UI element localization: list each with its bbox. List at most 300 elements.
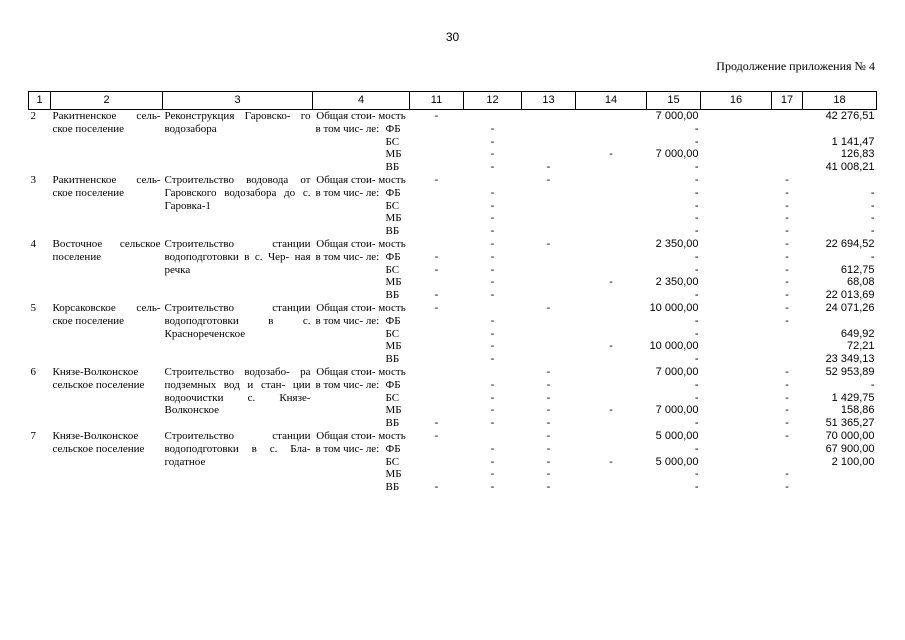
budget-value: -: [785, 186, 789, 199]
budget-value: -: [785, 289, 789, 302]
funding-source: ФБ: [385, 442, 401, 455]
total-value: 41 008,21: [825, 161, 875, 174]
budget-value: -: [609, 148, 613, 161]
budget-value: [772, 340, 803, 353]
budget-value: -: [490, 404, 495, 417]
continuation-title: Продолжение приложения № 4: [716, 59, 875, 73]
empty-cell: [313, 353, 410, 366]
budget-value: 10 000,00: [649, 340, 699, 353]
empty-cell: [313, 340, 410, 353]
total-value: 24 071,26: [825, 301, 875, 314]
budget-value: -: [785, 481, 789, 494]
budget-value: -: [785, 417, 789, 430]
budget-value: -: [609, 455, 613, 468]
budget-value: -: [490, 135, 495, 148]
budget-value: [410, 238, 464, 251]
budget-value: -: [785, 468, 789, 481]
budget-value: -: [785, 263, 789, 276]
settlement-name: Ракитненское сель- ское поселение: [52, 173, 161, 199]
budget-value: -: [694, 378, 699, 391]
budget-value: 7 000,00: [655, 148, 699, 161]
budget-value: -: [694, 186, 699, 199]
funding-source: ВБ: [385, 161, 400, 174]
budget-value: -: [546, 365, 551, 378]
budget-value: [701, 174, 772, 187]
budget-value: -: [694, 225, 699, 238]
total-value: 2 100,00: [831, 455, 875, 468]
row-number: 5: [30, 301, 36, 314]
funding-source: МБ: [385, 404, 402, 417]
total-value: 1 141,47: [831, 135, 875, 148]
budget-value: [410, 161, 464, 174]
budget-value: -: [785, 391, 789, 404]
column-header: 1: [29, 92, 51, 110]
funding-source: ФБ: [385, 314, 401, 327]
budget-value: [701, 417, 772, 430]
row-number: 7: [30, 429, 36, 442]
total-value: [803, 174, 877, 187]
funding-source: МБ: [385, 212, 402, 225]
column-header: 2: [51, 92, 163, 110]
budget-value: -: [490, 378, 495, 391]
funding-source: МБ: [385, 276, 402, 289]
total-value: -: [870, 212, 875, 225]
project-description: Строительство водовода от Гаровского водозабора до с. Гаровка-1: [164, 173, 311, 212]
budget-value: [701, 404, 772, 417]
total-value: 68,08: [846, 276, 875, 289]
budget-value: [576, 443, 647, 456]
budget-value: [410, 328, 464, 341]
budget-value: [701, 225, 772, 238]
table-row: [29, 302, 877, 315]
budget-value: [410, 456, 464, 469]
row-number: 2: [30, 110, 36, 122]
empty-cell: [313, 161, 410, 174]
budget-value: [576, 328, 647, 341]
budget-value: [522, 289, 576, 302]
budget-value: -: [490, 212, 495, 225]
budget-value: [772, 328, 803, 341]
total-cost-label: Общая стои- мость: [316, 301, 406, 314]
budget-value: [576, 238, 647, 251]
column-header: 13: [522, 92, 576, 110]
column-header: 12: [464, 92, 522, 110]
empty-cell: [313, 225, 410, 238]
budget-value: -: [785, 429, 789, 442]
funding-source: МБ: [385, 148, 402, 161]
including-label: в том чис- ле: ФБ: [313, 123, 410, 136]
total-value: 158,86: [840, 404, 875, 417]
budget-value: [576, 417, 647, 430]
budget-value: [576, 468, 647, 481]
budget-value: -: [694, 212, 699, 225]
funding-source: ВБ: [385, 417, 400, 430]
budget-value: [576, 212, 647, 225]
table-row: [29, 110, 877, 123]
funding-source: БС: [385, 327, 400, 340]
total-value: 52 953,89: [825, 365, 875, 378]
budget-value: -: [490, 199, 495, 212]
funding-source: ВБ: [385, 481, 400, 494]
empty-cell: [313, 404, 410, 417]
column-header: 15: [647, 92, 701, 110]
empty-cell: [313, 481, 410, 494]
budget-value: [701, 136, 772, 149]
empty-cell: [313, 392, 410, 405]
row-number: 4: [30, 237, 36, 250]
row-number: 6: [30, 365, 36, 378]
budget-value: [522, 110, 576, 123]
budget-value: -: [490, 276, 495, 289]
budget-value: -: [785, 199, 789, 212]
budget-value: [522, 276, 576, 289]
project-description: Строительство водозабо- ра подземных вод и стан- ции водоочистки с. Князе- Волконское: [164, 365, 311, 417]
column-header: 3: [163, 92, 313, 110]
budget-value: [522, 315, 576, 328]
budget-value: -: [785, 365, 789, 378]
budget-value: [464, 302, 522, 315]
table-body: [29, 110, 877, 494]
page-number: 30: [445, 30, 460, 44]
budget-value: -: [546, 429, 551, 442]
empty-cell: [313, 417, 410, 430]
budget-value: [410, 353, 464, 366]
budget-value: [410, 212, 464, 225]
empty-cell: [313, 264, 410, 277]
empty-cell: [313, 212, 410, 225]
budget-value: [701, 456, 772, 469]
budget-value: -: [546, 417, 551, 430]
budget-value: -: [785, 250, 789, 263]
budget-value: [701, 353, 772, 366]
budget-value: [410, 392, 464, 405]
budget-value: [701, 110, 772, 123]
budget-value: [464, 430, 522, 443]
budget-value: -: [609, 340, 613, 353]
budget-value: [701, 276, 772, 289]
total-value: [803, 123, 877, 136]
column-header: 16: [701, 92, 772, 110]
budget-value: [522, 328, 576, 341]
budget-value: -: [609, 276, 613, 289]
settlement-name: Князе-Волконское сельское поселение: [52, 429, 145, 455]
total-value: 612,75: [840, 263, 875, 276]
budget-value: 7 000,00: [655, 110, 699, 122]
budget-value: -: [434, 417, 439, 430]
budget-value: -: [785, 276, 789, 289]
total-value: -: [870, 378, 875, 391]
budget-value: [772, 456, 803, 469]
budget-value: -: [694, 391, 699, 404]
table-row: [29, 430, 877, 443]
budget-value: -: [490, 353, 495, 366]
funding-source: ФБ: [385, 250, 401, 263]
budget-value: -: [785, 237, 789, 250]
total-value: 22 013,69: [825, 289, 875, 302]
budget-value: [701, 366, 772, 379]
total-value: -: [870, 186, 875, 199]
budget-value: -: [490, 468, 495, 481]
budget-value: [464, 110, 522, 123]
total-cost-label: Общая стои- мость: [316, 237, 406, 250]
budget-value: -: [546, 391, 551, 404]
budget-value: [701, 328, 772, 341]
budget-value: -: [546, 173, 551, 186]
budget-value: [522, 123, 576, 136]
funding-source: БС: [385, 135, 400, 148]
budget-value: -: [694, 327, 699, 340]
budget-value: -: [785, 404, 789, 417]
budget-value: -: [434, 429, 439, 442]
budget-value: [701, 468, 772, 481]
budget-value: -: [434, 289, 439, 302]
budget-value: -: [434, 110, 439, 122]
budget-value: [701, 443, 772, 456]
including-label: в том чис- ле: ФБ: [313, 315, 410, 328]
budget-value: -: [490, 314, 495, 327]
budget-value: [576, 136, 647, 149]
budget-value: [701, 289, 772, 302]
budget-table: [28, 91, 877, 494]
budget-value: -: [694, 161, 699, 174]
budget-value: -: [434, 173, 439, 186]
empty-cell: [313, 136, 410, 149]
total-value: [803, 315, 877, 328]
budget-value: [522, 187, 576, 200]
budget-value: [772, 123, 803, 136]
budget-value: -: [434, 250, 439, 263]
empty-cell: [313, 200, 410, 213]
budget-value: [522, 264, 576, 277]
budget-value: -: [694, 468, 699, 481]
budget-value: [772, 110, 803, 123]
total-value: 23 349,13: [825, 353, 875, 366]
budget-value: -: [490, 289, 495, 302]
empty-cell: [313, 468, 410, 481]
budget-value: [576, 430, 647, 443]
budget-value: -: [546, 442, 551, 455]
budget-value: [464, 366, 522, 379]
total-value: 67 900,00: [825, 442, 875, 455]
settlement-name: Корсаковское сель- ское поселение: [52, 301, 161, 327]
budget-value: -: [785, 314, 789, 327]
budget-value: [772, 443, 803, 456]
budget-value: 7 000,00: [655, 404, 699, 417]
settlement-name: Восточное сельское поселение: [52, 237, 161, 263]
budget-value: [772, 161, 803, 174]
budget-value: -: [490, 391, 495, 404]
budget-value: [701, 200, 772, 213]
budget-value: [576, 302, 647, 315]
budget-value: [576, 379, 647, 392]
budget-value: -: [490, 481, 495, 494]
budget-value: -: [694, 122, 699, 135]
empty-cell: [313, 289, 410, 302]
budget-value: 10 000,00: [649, 301, 699, 314]
budget-value: 2 350,00: [655, 276, 699, 289]
budget-value: [576, 289, 647, 302]
budget-value: -: [546, 301, 551, 314]
budget-value: [701, 264, 772, 277]
budget-value: [576, 353, 647, 366]
funding-source: ФБ: [385, 378, 401, 391]
budget-value: [772, 353, 803, 366]
total-value: -: [870, 199, 875, 212]
budget-value: [576, 481, 647, 494]
funding-source: ВБ: [385, 289, 400, 302]
budget-value: -: [434, 301, 439, 314]
budget-value: -: [490, 186, 495, 199]
budget-value: [410, 366, 464, 379]
total-value: 1 429,75: [831, 391, 875, 404]
budget-value: [576, 264, 647, 277]
including-label: в том чис- ле: ФБ: [313, 443, 410, 456]
total-value: 51 365,27: [825, 417, 875, 430]
budget-value: [701, 251, 772, 264]
budget-value: [701, 187, 772, 200]
budget-value: [701, 379, 772, 392]
budget-value: [701, 340, 772, 353]
total-value: 126,83: [840, 148, 875, 161]
budget-value: -: [785, 225, 789, 238]
total-value: -: [870, 250, 875, 263]
column-header: 4: [313, 92, 410, 110]
total-cost-label: Общая стои- мость: [316, 429, 406, 442]
budget-value: -: [546, 378, 551, 391]
budget-value: [410, 443, 464, 456]
budget-value: -: [434, 263, 439, 276]
total-cost-label: Общая стои- мость: [316, 173, 406, 186]
funding-source: ВБ: [385, 225, 400, 238]
budget-value: -: [694, 314, 699, 327]
total-value: 72,21: [846, 340, 875, 353]
column-header: 11: [410, 92, 464, 110]
budget-value: 5 000,00: [655, 455, 699, 468]
budget-value: [410, 148, 464, 161]
budget-value: -: [694, 135, 699, 148]
budget-value: -: [546, 237, 551, 250]
funding-source: ФБ: [385, 186, 401, 199]
funding-source: МБ: [385, 468, 402, 481]
total-value: 22 694,52: [825, 237, 875, 250]
budget-value: [576, 366, 647, 379]
project-description: Строительство станции водоподготовки в с. Чер- ная речка: [164, 237, 311, 276]
budget-value: [410, 315, 464, 328]
budget-value: [410, 468, 464, 481]
total-value: -: [870, 225, 875, 238]
budget-value: -: [785, 378, 789, 391]
budget-value: -: [694, 199, 699, 212]
budget-value: -: [490, 340, 495, 353]
budget-value: -: [694, 289, 699, 302]
total-value: [803, 481, 877, 494]
budget-value: 5 000,00: [655, 429, 699, 442]
budget-value: -: [694, 353, 699, 366]
budget-value: [701, 302, 772, 315]
budget-value: [576, 123, 647, 136]
budget-value: -: [785, 173, 789, 186]
empty-cell: [313, 276, 410, 289]
funding-source: БС: [385, 263, 400, 276]
budget-value: 7 000,00: [655, 365, 699, 378]
budget-value: [701, 392, 772, 405]
funding-source: БС: [385, 455, 400, 468]
budget-value: [410, 340, 464, 353]
total-cost-label: Общая стои- мость: [316, 110, 406, 122]
budget-value: -: [785, 212, 789, 225]
budget-value: [576, 251, 647, 264]
budget-value: -: [546, 455, 551, 468]
budget-value: [522, 225, 576, 238]
budget-value: [576, 315, 647, 328]
empty-cell: [313, 328, 410, 341]
budget-value: -: [490, 455, 495, 468]
budget-value: [701, 238, 772, 251]
budget-value: [522, 136, 576, 149]
total-value: 649,92: [840, 327, 875, 340]
budget-value: [772, 148, 803, 161]
budget-value: -: [694, 250, 699, 263]
empty-cell: [313, 148, 410, 161]
total-value: 42 276,51: [825, 110, 875, 122]
budget-value: -: [434, 481, 439, 494]
budget-value: -: [490, 225, 495, 238]
budget-value: [522, 148, 576, 161]
budget-value: -: [785, 301, 789, 314]
budget-value: -: [490, 250, 495, 263]
budget-value: -: [694, 263, 699, 276]
budget-value: -: [490, 237, 495, 250]
budget-value: [410, 136, 464, 149]
budget-value: [410, 200, 464, 213]
budget-value: [410, 404, 464, 417]
budget-value: [522, 212, 576, 225]
project-description: Реконструкция Гаровско- го водозабора: [164, 110, 311, 135]
budget-value: [701, 123, 772, 136]
budget-value: [576, 187, 647, 200]
funding-source: БС: [385, 199, 400, 212]
budget-value: -: [490, 327, 495, 340]
budget-value: -: [490, 122, 495, 135]
budget-value: [701, 430, 772, 443]
budget-value: -: [609, 404, 613, 417]
budget-value: -: [490, 161, 495, 174]
table-row: [29, 238, 877, 251]
budget-value: -: [694, 442, 699, 455]
budget-value: -: [490, 148, 495, 161]
including-label: в том чис- ле: ФБ: [313, 187, 410, 200]
budget-value: -: [490, 263, 495, 276]
budget-value: -: [546, 404, 551, 417]
settlement-name: Князе-Волконское сельское поселение: [52, 365, 145, 391]
empty-cell: [313, 456, 410, 469]
row-number: 3: [30, 173, 36, 186]
budget-value: [701, 315, 772, 328]
budget-value: [701, 212, 772, 225]
budget-value: [522, 340, 576, 353]
budget-value: -: [546, 161, 551, 174]
budget-value: -: [490, 417, 495, 430]
column-header: 18: [803, 92, 877, 110]
budget-value: [772, 136, 803, 149]
budget-value: -: [694, 481, 699, 494]
budget-value: [701, 148, 772, 161]
budget-value: [410, 276, 464, 289]
budget-value: [576, 225, 647, 238]
budget-value: [410, 123, 464, 136]
settlement-name: Ракитненское сель- ское поселение: [52, 110, 161, 135]
including-label: в том чис- ле: ФБ: [313, 251, 410, 264]
